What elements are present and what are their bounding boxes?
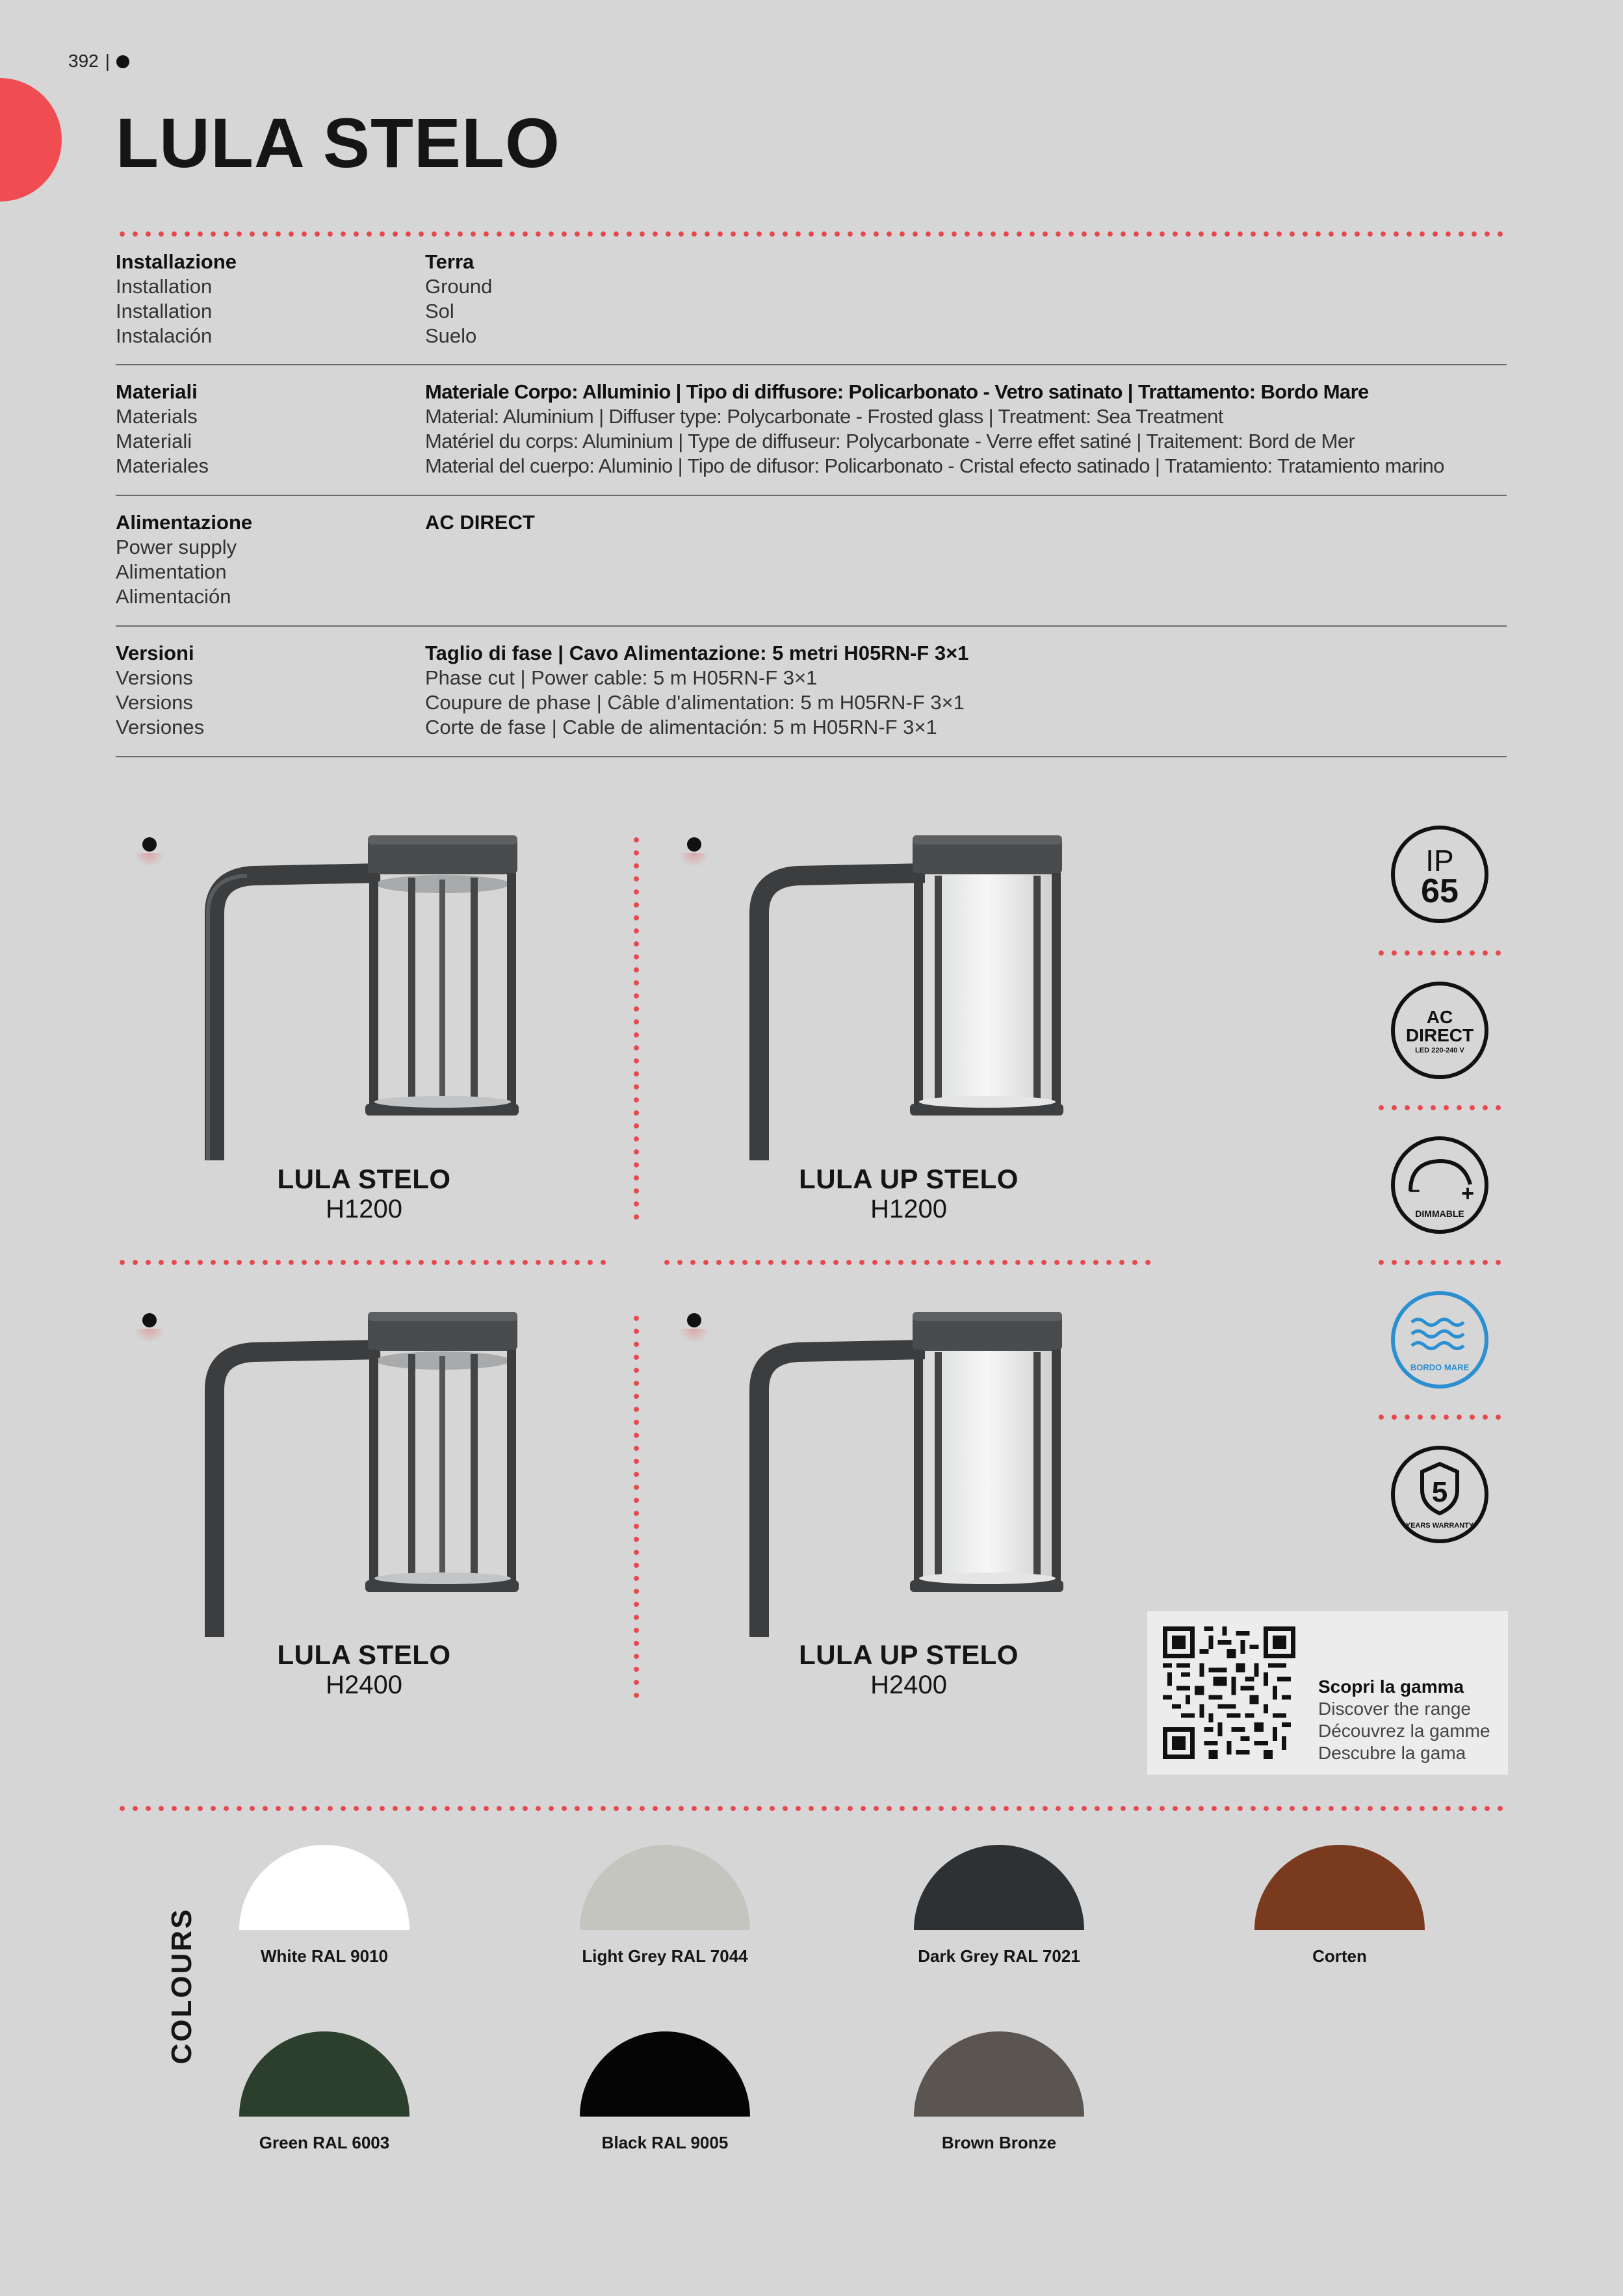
colour-label: Black RAL 9005 bbox=[601, 2133, 729, 2152]
product-name: LULA UP STELO bbox=[799, 1639, 1019, 1670]
dotted-divider-grid bbox=[660, 1260, 1154, 1265]
colour-swatch-dark-grey[interactable] bbox=[914, 1845, 1084, 1930]
dotted-divider-badges bbox=[1375, 950, 1508, 956]
spec-separator bbox=[116, 495, 1507, 496]
spec-value-main: Materiale Corpo: Alluminio | Tipo di diffusore: Policarbonato - Vetro satinato | Trattamento: Bordo Mare bbox=[425, 380, 1369, 403]
qr-line-en: Discover the range bbox=[1318, 1699, 1472, 1719]
spec-label-fr: Materiali bbox=[116, 430, 192, 452]
spec-separator bbox=[116, 364, 1507, 365]
colour-swatch-green[interactable] bbox=[239, 2031, 409, 2117]
dotted-divider-grid bbox=[116, 1260, 610, 1265]
product-size: H2400 bbox=[326, 1671, 402, 1699]
spec-value-main: Terra bbox=[425, 250, 474, 273]
colour-label: Brown Bronze bbox=[941, 2133, 1057, 2152]
spec-value-en: Phase cut | Power cable: 5 m H05RN-F 3×1 bbox=[425, 666, 818, 689]
product-name: LULA STELO bbox=[277, 1639, 451, 1670]
ac-badge-line3: LED 220-240 V bbox=[1415, 1047, 1464, 1054]
spec-label-es: Instalación bbox=[116, 324, 213, 347]
spec-value-main: AC DIRECT bbox=[425, 511, 535, 534]
spec-value-fr: Sol bbox=[425, 300, 454, 322]
spec-label-fr: Installation bbox=[116, 300, 213, 322]
spec-value bbox=[425, 250, 1517, 348]
product-name: LULA UP STELO bbox=[799, 1164, 1019, 1194]
spec-separator bbox=[116, 625, 1507, 627]
dimmable-badge-icon bbox=[1390, 1135, 1490, 1235]
dotted-divider-colours bbox=[116, 1806, 1508, 1811]
product-name: LULA STELO bbox=[277, 1164, 451, 1194]
spec-label-es: Materiales bbox=[116, 454, 209, 477]
spec-label-fr: Versions bbox=[116, 691, 193, 714]
colour-swatch-light-grey[interactable] bbox=[580, 1845, 750, 1930]
spec-label-en: Materials bbox=[116, 405, 198, 428]
product-bullet-icon bbox=[687, 1313, 701, 1327]
spec-label-en: Installation bbox=[116, 275, 213, 298]
spec-label bbox=[116, 641, 415, 740]
page-bullet-icon bbox=[116, 55, 129, 68]
product-bullet-shadow bbox=[679, 853, 710, 867]
spec-label-es: Alimentación bbox=[116, 585, 231, 608]
colour-label: Light Grey RAL 7044 bbox=[582, 1946, 748, 1966]
dotted-divider-badges bbox=[1375, 1260, 1508, 1265]
spec-label bbox=[116, 250, 415, 348]
product-bullet-icon bbox=[142, 1313, 157, 1327]
ip-badge-bottom: 65 bbox=[1421, 872, 1459, 910]
spec-label-main: Materiali bbox=[116, 380, 198, 403]
dimmable-minus: − bbox=[1409, 1181, 1420, 1202]
product-bullet-shadow bbox=[134, 853, 165, 867]
lamp-diffuser-image bbox=[740, 1305, 1078, 1637]
spec-label-main: Alimentazione bbox=[116, 511, 253, 534]
colour-label: Corten bbox=[1312, 1946, 1367, 1966]
spec-value-fr: Coupure de phase | Câble d'alimentation: 5 m H05RN-F 3×1 bbox=[425, 691, 965, 714]
dotted-divider-top bbox=[116, 231, 1508, 237]
page-number bbox=[68, 51, 129, 72]
spec-label-es: Versiones bbox=[116, 716, 205, 738]
dimmable-label: DIMMABLE bbox=[1415, 1208, 1464, 1219]
ac-badge-line1: AC bbox=[1426, 1007, 1453, 1027]
lamp-diffuser-image bbox=[740, 829, 1078, 1160]
spec-value bbox=[425, 641, 1517, 740]
dimmable-plus: + bbox=[1461, 1181, 1474, 1206]
dotted-divider-badges bbox=[1375, 1105, 1508, 1110]
qr-line-fr: Découvrez la gamme bbox=[1318, 1721, 1490, 1741]
spec-value-es: Suelo bbox=[425, 324, 477, 347]
warranty-label: YEARS WARRANTY bbox=[1405, 1522, 1474, 1530]
spec-label bbox=[116, 510, 415, 609]
page-number-separator: | bbox=[105, 51, 110, 71]
qr-line-es: Descubre la gama bbox=[1318, 1743, 1466, 1763]
product-bullet-shadow bbox=[679, 1329, 710, 1343]
warranty-number: 5 bbox=[1431, 1476, 1448, 1508]
qr-title: Scopri la gamma bbox=[1318, 1676, 1464, 1697]
red-tab-decoration bbox=[0, 78, 62, 202]
spec-value-main: Taglio di fase | Cavo Alimentazione: 5 metri H05RN-F 3×1 bbox=[425, 642, 969, 664]
spec-label-main: Versioni bbox=[116, 642, 194, 664]
ip-badge-top: IP bbox=[1425, 844, 1454, 878]
product-size: H2400 bbox=[870, 1671, 947, 1699]
colour-swatch-white[interactable] bbox=[239, 1845, 409, 1930]
spec-value-es: Material del cuerpo: Aluminio | Tipo de difusor: Policarbonato - Cristal efecto satinado | Tratamiento: Tratamiento marino bbox=[425, 454, 1444, 477]
ac-direct-badge-icon bbox=[1390, 980, 1490, 1080]
spec-label bbox=[116, 380, 415, 478]
product-size: H1200 bbox=[326, 1195, 402, 1223]
product-size: H1200 bbox=[870, 1195, 947, 1223]
spec-value bbox=[425, 510, 1517, 535]
lamp-open-image bbox=[195, 829, 533, 1160]
dotted-divider-vertical bbox=[634, 1312, 639, 1702]
sea-treatment-badge-icon bbox=[1390, 1290, 1490, 1390]
colour-label: Green RAL 6003 bbox=[259, 2133, 390, 2152]
product-bullet-icon bbox=[142, 837, 157, 852]
colours-title: COLOURS bbox=[166, 1907, 198, 2065]
dotted-divider-badges bbox=[1375, 1415, 1508, 1420]
spec-label-fr: Alimentation bbox=[116, 560, 227, 583]
colour-label: White RAL 9010 bbox=[260, 1946, 388, 1966]
spec-value-en: Ground bbox=[425, 275, 493, 298]
ac-badge-line2: DIRECT bbox=[1405, 1025, 1474, 1045]
spec-table bbox=[116, 250, 1507, 763]
spec-separator bbox=[116, 756, 1507, 757]
qr-code-icon[interactable] bbox=[1163, 1626, 1295, 1759]
qr-caption bbox=[1318, 1676, 1490, 1764]
page-number-text: 392 bbox=[68, 51, 99, 71]
page-title: LULA STELO bbox=[116, 103, 560, 182]
colour-swatch-brown-bronze[interactable] bbox=[914, 2031, 1084, 2117]
spec-value-fr: Matériel du corps: Aluminium | Type de diffuseur: Polycarbonate - Verre effet satiné | Traitement: Bord de Mer bbox=[425, 430, 1355, 452]
spec-value bbox=[425, 380, 1517, 478]
warranty-badge-icon bbox=[1390, 1444, 1490, 1545]
product-bullet-icon bbox=[687, 837, 701, 852]
product-bullet-shadow bbox=[134, 1329, 165, 1343]
lamp-open-image bbox=[195, 1305, 533, 1637]
colour-swatch-black[interactable] bbox=[580, 2031, 750, 2117]
sea-badge-label: BORDO MARE bbox=[1410, 1363, 1470, 1372]
spec-value-es: Corte de fase | Cable de alimentación: 5 m H05RN-F 3×1 bbox=[425, 716, 937, 738]
spec-label-en: Versions bbox=[116, 666, 193, 689]
spec-label-main: Installazione bbox=[116, 250, 237, 273]
colour-swatch-corten[interactable] bbox=[1254, 1845, 1425, 1930]
colour-label: Dark Grey RAL 7021 bbox=[918, 1946, 1080, 1966]
ip65-badge-icon bbox=[1390, 824, 1490, 924]
qr-box[interactable] bbox=[1147, 1611, 1508, 1775]
spec-label-en: Power supply bbox=[116, 536, 237, 558]
dotted-divider-vertical bbox=[634, 833, 639, 1223]
spec-value-en: Material: Aluminium | Diffuser type: Polycarbonate - Frosted glass | Treatment: Sea Treatment bbox=[425, 405, 1223, 428]
